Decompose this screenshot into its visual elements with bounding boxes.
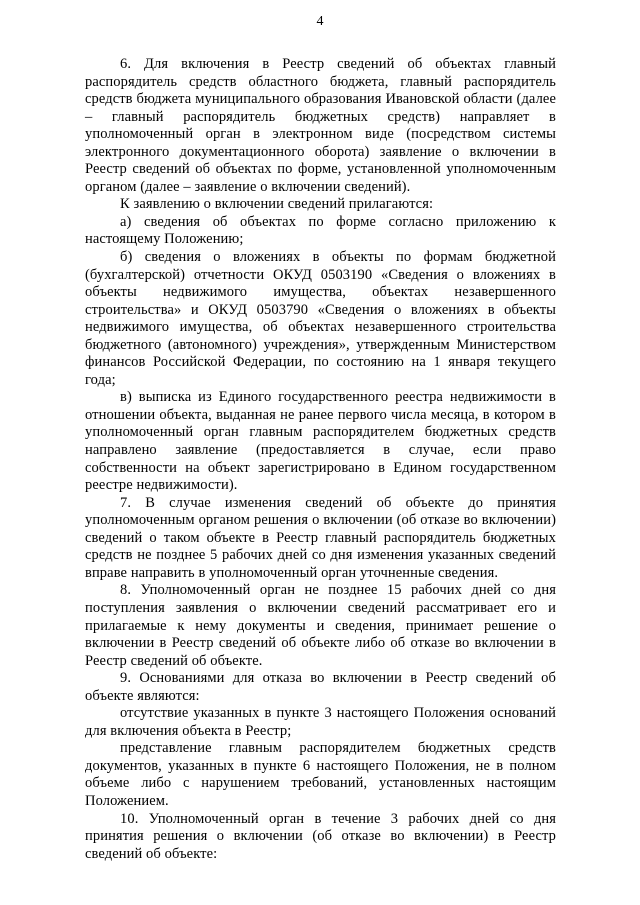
paragraph-clause-8: 8. Уполномоченный орган не позднее 15 рабочих дней со дня поступления заявления о включении сведений рассматривает его и прилагаемые к нему документы и сведения, принимает решение о включении в Реестр сведений об объекте либо об отказе во включении в Реестр сведений об объекте. <box>85 582 556 669</box>
paragraph-refusal-reason-1: отсутствие указанных в пункте 3 настоящего Положения оснований для включения объекта в Реестр; <box>85 705 556 739</box>
document-body <box>85 56 556 863</box>
paragraph-attachments-intro: К заявлению о включении сведений прилагаются: <box>120 196 434 213</box>
paragraph-item-v: в) выписка из Единого государственного реестра недвижимости в отношении объекта, выданная не ранее первого числа месяца, в котором в уполномоченный орган главным распорядителем бюджетных средств направлено заявление (предоставляется в случае, если право собственности на объект зарегистрировано в Едином государственном реестре недвижимости). <box>85 389 556 494</box>
page-number: 4 <box>316 14 324 29</box>
paragraph-clause-6: 6. Для включения в Реестр сведений об объектах главный распорядитель средств областного бюджета, главный распорядитель средств бюджета муниципального образования Ивановской области (далее – главный распорядитель бюджетных средств) направляет в уполномоченный орган в электронном виде (посредством системы электронного документационного оборота) заявление о включении в Реестр сведений об объектах по форме, установленной уполномоченным органом (далее – заявление о включении сведений). <box>85 56 556 195</box>
paragraph-item-a: а) сведения об объектах по форме согласно приложению к настоящему Положению; <box>85 213 556 248</box>
paragraph-clause-7: 7. В случае изменения сведений об объекте до принятия уполномоченным органом решения о включении (об отказе во включении) сведений о таком объекте в Реестр главный распорядитель бюджетных средств не позднее 5 рабочих дней со дня изменения указанных сведений вправе направить в уполномоченный орган уточненные сведения. <box>85 494 556 581</box>
paragraph-refusal-reason-2: представление главным распорядителем бюджетных средств документов, указанных в пункте 6 настоящего Положения, не в полном объеме либо с нарушением требований, установленных настоящим Положением. <box>85 740 556 809</box>
paragraph-clause-10: 10. Уполномоченный орган в течение 3 рабочих дней со дня принятия решения о включении (об отказе во включении) в Реестр сведений об объекте: <box>85 810 556 862</box>
paragraph-item-b: б) сведения о вложениях в объекты по формам бюджетной (бухгалтерской) отчетности ОКУД 0503190 «Сведения о вложениях в объекты недвижимого имущества, объектах незавершенного строительства» и ОКУД 0503790 «Сведения о вложениях в объекты недвижимого имущества, об объектах незавершенного строительства бюджетного (автономного) учреждения», утвержденным Министерством финансов Российской Федерации, по состоянию на 1 января текущего года; <box>85 249 556 388</box>
paragraph-clause-9: 9. Основаниями для отказа во включении в Реестр сведений об объекте являются: <box>85 670 556 704</box>
